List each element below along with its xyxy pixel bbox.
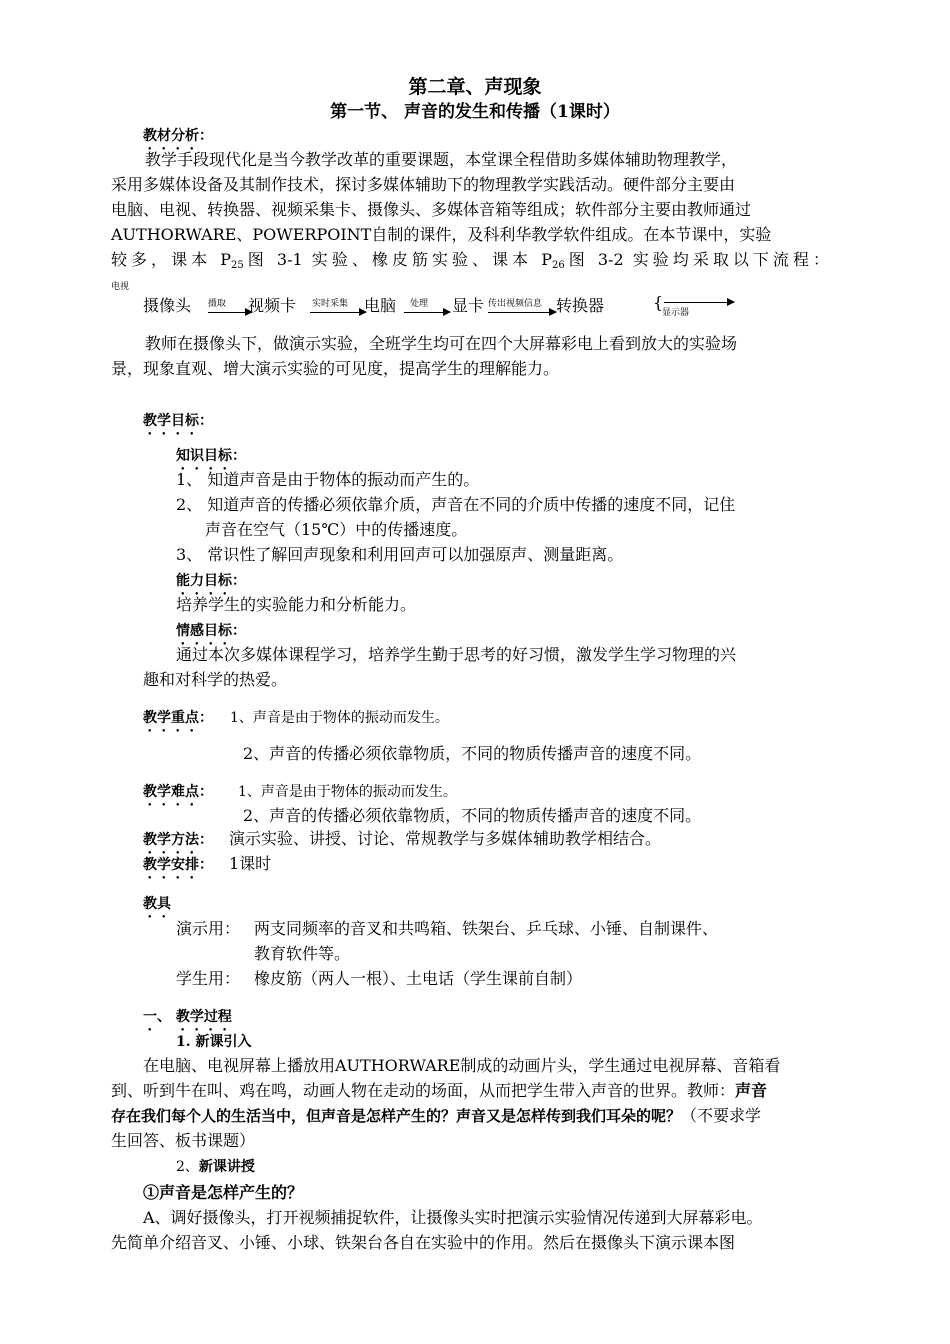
analysis-para2-line-1: 教师在摄像头下，做演示实验，全班学生均可在四个大屏幕彩电上看到放大的实验场	[145, 334, 738, 353]
flow-brace: {	[653, 293, 664, 312]
emotion-line-2: 趣和对科学的热爱。	[143, 670, 288, 689]
intro-line-2-text: 到、听到牛在叫、鸡在鸣，动画人物在走动的场面，从而把学生带入声音的世界。教师：	[111, 1081, 736, 1100]
analysis-line-1: 教学手段现代化是当今教学改革的重要课题，本堂课全程借助多媒体辅助物理教学，	[145, 150, 738, 169]
difficulties-heading: 教学难点：	[143, 784, 213, 800]
line5-part-b: 图 3-1 实验、橡皮筋实验、课本 P	[243, 250, 552, 269]
analysis-line-5	[111, 247, 829, 279]
analysis-para2-line-2: 景，现象直观、增大演示实验的可见度，提高学生的理解能力。	[111, 359, 560, 378]
tools-demo-line-1: 两支同频率的音叉和共鸣箱、铁架台、乒乓球、小锤、自制课件、	[254, 919, 719, 938]
intro-line-2	[111, 1078, 767, 1104]
ability-heading: 能力目标：	[176, 573, 246, 589]
line5-sub-26: 26	[551, 260, 565, 271]
flow-arrow-label-realtime: 实时采集	[312, 299, 349, 309]
method-text: 演示实验、讲授、讨论、常规教学与多媒体辅助教学相结合。	[229, 829, 662, 848]
knowledge-item-1: 1、 知道声音是由于物体的振动而产生的。	[176, 470, 480, 489]
flow-arrow-3	[404, 312, 450, 313]
flow-node-camera: 摄像头	[143, 296, 192, 315]
process-sub-teach	[176, 1156, 255, 1176]
step-a-line-1: A、调好摄像头，打开视频捕捉软件，让摄像头实时把演示实验情况传递到大屏幕彩电。	[143, 1208, 763, 1227]
flow-node-video-card: 视频卡	[248, 296, 297, 315]
line5-part-a: 较多，课本 P	[111, 250, 232, 269]
keypoints-item-2: 2、声音的传播必须依靠物质，不同的物质传播声音的速度不同。	[243, 744, 702, 763]
process-sub-teach-label: 新课讲授	[198, 1159, 255, 1175]
analysis-line-3: 电脑、电视、转换器、视频采集卡、摄像头、多媒体音箱等组成；软件部分主要由教师通过	[111, 200, 752, 219]
flow-arrow-2	[310, 312, 366, 313]
process-heading: 一、 教学过程	[143, 1009, 232, 1025]
chapter-title: 第二章、声现象	[408, 76, 542, 98]
step-a-line-2: 先简单介绍音叉、小锤、小球、铁架台各自在实验中的作用。然后在摄像头下演示课本图	[111, 1233, 736, 1252]
section-title: 第一节、 声音的发生和传播（1课时）	[330, 102, 620, 122]
schedule-heading: 教学安排：	[143, 857, 213, 873]
tools-student-text: 橡皮筋（两人一根）、土电话（学生课前自制）	[254, 969, 583, 988]
keypoints-item-1: 1、声音是由于物体的振动而发生。	[230, 710, 449, 726]
schedule-text: 1课时	[229, 854, 272, 873]
flow-tv-label: 电视	[111, 282, 130, 292]
knowledge-item-2: 2、 知道声音的传播必须依靠介质，声音在不同的介质中传播的速度不同，记住	[176, 495, 736, 514]
analysis-line-2: 采用多媒体设备及其制作技术，探讨多媒体辅助下的物理教学实践活动。硬件部分主要由	[111, 175, 736, 194]
knowledge-heading: 知识目标：	[176, 448, 246, 464]
flow-arrow-label-capture: 摄取	[208, 299, 227, 309]
knowledge-item-3: 3、 常识性了解回声现象和利用回声可以加强原声、测量距离。	[176, 545, 624, 564]
flow-arrow-label-process: 处理	[410, 299, 429, 309]
flow-arrow-1	[208, 312, 252, 313]
intro-line-2-bold: 声音	[735, 1081, 768, 1100]
tools-heading: 教具	[143, 896, 171, 912]
goals-heading: 教学目标：	[143, 413, 213, 429]
process-sub-teach-num: 2、	[176, 1159, 199, 1175]
line5-part-c: 图 3-2 实验均采取以下流程：	[564, 250, 829, 269]
tools-student-label: 学生用：	[176, 969, 241, 988]
flow-arrow-4	[488, 312, 556, 313]
intro-line-3	[111, 1103, 761, 1129]
process-sub-intro: 1. 新课引入	[176, 1034, 252, 1050]
tools-demo-label: 演示用：	[176, 919, 241, 938]
line5-sub-25: 25	[231, 260, 244, 271]
flow-label-monitor: 显示器	[662, 308, 690, 318]
analysis-line-4: AUTHORWARE、POWERPOINT自制的课件，及科利华教学软件组成。在本节课中，实验	[111, 225, 772, 244]
knowledge-item-2-cont: 声音在空气（15℃）中的传播速度。	[205, 520, 468, 539]
flow-arrow-tv	[664, 302, 734, 303]
flow-node-graphics-card: 显卡	[452, 296, 485, 315]
intro-line-3-tail: （不要求学	[681, 1106, 762, 1125]
intro-line-4: 生回答、板书课题）	[111, 1131, 256, 1150]
flow-node-computer: 电脑	[364, 296, 397, 315]
difficulties-item-2: 2、声音的传播必须依靠物质，不同的物质传播声音的速度不同。	[243, 806, 702, 825]
intro-line-3-bold: 存在我们每个人的生活当中，但声音是怎样产生的？声音又是怎样传到我们耳朵的呢？	[111, 1107, 682, 1125]
difficulties-item-1: 1、声音是由于物体的振动而发生。	[238, 784, 457, 800]
ability-text: 培养学生的实验能力和分析能力。	[176, 595, 417, 614]
keypoints-heading: 教学重点：	[143, 710, 213, 726]
question-1: ①声音是怎样产生的？	[143, 1183, 304, 1202]
flow-arrow-label-output: 传出视频信息	[488, 299, 543, 309]
method-heading: 教学方法：	[143, 832, 213, 848]
intro-line-1: 在电脑、电视屏幕上播放用AUTHORWARE制成的动画片头，学生通过电视屏幕、音箱看	[143, 1056, 781, 1075]
analysis-heading: 教材分析：	[143, 128, 213, 144]
emotion-line-1: 通过本次多媒体课程学习，培养学生勤于思考的好习惯，激发学生学习物理的兴	[176, 645, 737, 664]
emotion-heading: 情感目标：	[176, 623, 246, 639]
tools-demo-line-2: 教育软件等。	[254, 944, 351, 963]
flow-node-converter: 转换器	[556, 296, 605, 315]
